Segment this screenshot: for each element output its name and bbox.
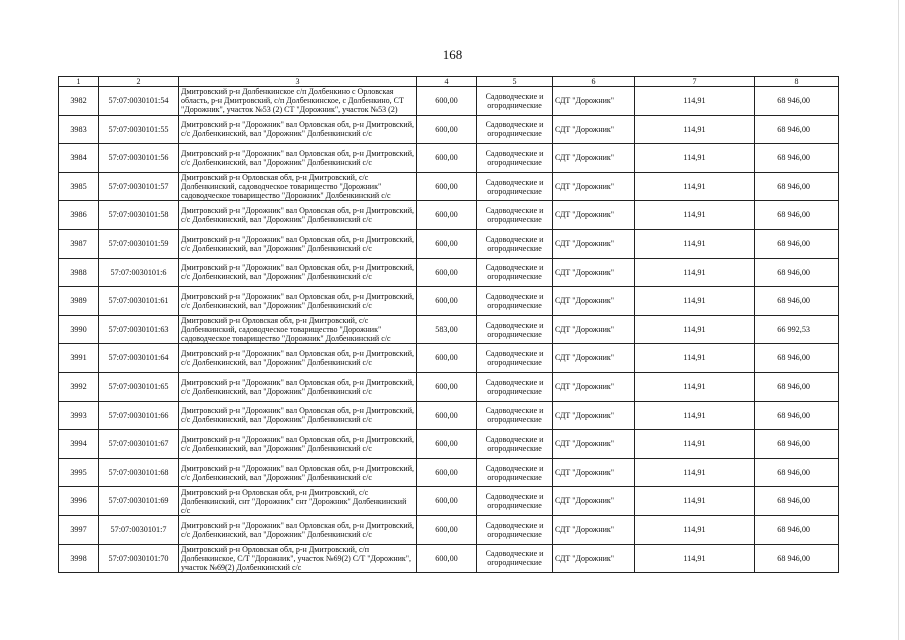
owner-cell: СДТ "Дорожник" bbox=[553, 372, 635, 401]
owner-cell: СДТ "Дорожник" bbox=[553, 87, 635, 116]
land-use-cell: Садоводческие и огороднические bbox=[477, 229, 553, 258]
cadastral-value-cell: 68 946,00 bbox=[755, 87, 839, 116]
area-cell: 600,00 bbox=[417, 144, 477, 173]
table-row bbox=[59, 487, 839, 516]
table-body bbox=[59, 87, 839, 573]
address-cell: Дмитровский р-н Орловская обл, р-н Дмитровский, с/с Долбенкинский, садоводческое товарищество "Дорожник" садоводческое товарищество "Дорожник" Долбенкинский с/с bbox=[179, 172, 417, 201]
cadastral-value-cell: 68 946,00 bbox=[755, 201, 839, 230]
column-number: 2 bbox=[99, 77, 179, 87]
area-cell: 600,00 bbox=[417, 544, 477, 573]
land-use-cell: Садоводческие и огороднические bbox=[477, 344, 553, 373]
address-cell: Дмитровский р-н "Дорожник" вал Орловская обл, р-н Дмитровский, с/с Долбенкинский, вал "Дорожник" Долбенкинский с/с bbox=[179, 401, 417, 430]
column-number: 7 bbox=[635, 77, 755, 87]
area-cell: 600,00 bbox=[417, 372, 477, 401]
row-number-cell: 3987 bbox=[59, 229, 99, 258]
cadastral-value-cell: 68 946,00 bbox=[755, 430, 839, 459]
rate-cell: 114,91 bbox=[635, 344, 755, 373]
owner-cell: СДТ "Дорожник" bbox=[553, 115, 635, 144]
area-cell: 600,00 bbox=[417, 115, 477, 144]
owner-cell: СДТ "Дорожник" bbox=[553, 258, 635, 287]
table-row bbox=[59, 115, 839, 144]
land-use-cell: Садоводческие и огороднические bbox=[477, 315, 553, 344]
row-number-cell: 3993 bbox=[59, 401, 99, 430]
cadastral-value-cell: 68 946,00 bbox=[755, 515, 839, 544]
column-number: 5 bbox=[477, 77, 553, 87]
cadastral-value-cell: 68 946,00 bbox=[755, 115, 839, 144]
owner-cell: СДТ "Дорожник" bbox=[553, 487, 635, 516]
row-number-cell: 3995 bbox=[59, 458, 99, 487]
owner-cell: СДТ "Дорожник" bbox=[553, 172, 635, 201]
cadastral-value-cell: 68 946,00 bbox=[755, 172, 839, 201]
land-use-cell: Садоводческие и огороднические bbox=[477, 201, 553, 230]
area-cell: 583,00 bbox=[417, 315, 477, 344]
row-number-cell: 3986 bbox=[59, 201, 99, 230]
page-number: 168 bbox=[442, 47, 463, 62]
area-cell: 600,00 bbox=[417, 401, 477, 430]
land-use-cell: Садоводческие и огороднические bbox=[477, 87, 553, 116]
cadastral-value-cell: 68 946,00 bbox=[755, 372, 839, 401]
table-row bbox=[59, 229, 839, 258]
row-number-cell: 3998 bbox=[59, 544, 99, 573]
cadastral-value-cell: 68 946,00 bbox=[755, 544, 839, 573]
owner-cell: СДТ "Дорожник" bbox=[553, 201, 635, 230]
address-cell: Дмитровский р-н "Дорожник" вал Орловская обл, р-н Дмитровский, с/с Долбенкинский, вал "Дорожник" Долбенкинский с/с bbox=[179, 229, 417, 258]
row-number-cell: 3992 bbox=[59, 372, 99, 401]
cadastral-number-cell: 57:07:0030101:70 bbox=[99, 544, 179, 573]
table-row bbox=[59, 544, 839, 573]
land-use-cell: Садоводческие и огороднические bbox=[477, 258, 553, 287]
cadastral-number-cell: 57:07:0030101:69 bbox=[99, 487, 179, 516]
cadastral-number-cell: 57:07:0030101:61 bbox=[99, 287, 179, 316]
address-cell: Дмитровский р-н "Дорожник" вал Орловская обл, р-н Дмитровский, с/с Долбенкинский, вал "Дорожник" Долбенкинский с/с bbox=[179, 144, 417, 173]
table-row bbox=[59, 344, 839, 373]
cadastral-value-cell: 68 946,00 bbox=[755, 258, 839, 287]
row-number-cell: 3988 bbox=[59, 258, 99, 287]
area-cell: 600,00 bbox=[417, 430, 477, 459]
rate-cell: 114,91 bbox=[635, 401, 755, 430]
land-use-cell: Садоводческие и огороднические bbox=[477, 115, 553, 144]
land-use-cell: Садоводческие и огороднические bbox=[477, 515, 553, 544]
rate-cell: 114,91 bbox=[635, 115, 755, 144]
address-cell: Дмитровский р-н Орловская обл, р-н Дмитровский, с/с Долбенкинский, садоводческое товарищество "Дорожник" садоводческое товарищество "Дорожник" Долбенкинский с/с bbox=[179, 315, 417, 344]
address-cell: Дмитровский р-н "Дорожник" вал Орловская обл, р-н Дмитровский, с/с Долбенкинский, вал "Дорожник" Долбенкинский с/с bbox=[179, 258, 417, 287]
rate-cell: 114,91 bbox=[635, 515, 755, 544]
table-row bbox=[59, 430, 839, 459]
owner-cell: СДТ "Дорожник" bbox=[553, 430, 635, 459]
cadastral-value-cell: 68 946,00 bbox=[755, 144, 839, 173]
column-number: 8 bbox=[755, 77, 839, 87]
row-number-cell: 3989 bbox=[59, 287, 99, 316]
column-number: 3 bbox=[179, 77, 417, 87]
row-number-cell: 3990 bbox=[59, 315, 99, 344]
cadastral-number-cell: 57:07:0030101:55 bbox=[99, 115, 179, 144]
area-cell: 600,00 bbox=[417, 515, 477, 544]
column-number: 1 bbox=[59, 77, 99, 87]
column-number: 4 bbox=[417, 77, 477, 87]
table-row bbox=[59, 372, 839, 401]
cadastral-value-cell: 66 992,53 bbox=[755, 315, 839, 344]
land-use-cell: Садоводческие и огороднические bbox=[477, 144, 553, 173]
rate-cell: 114,91 bbox=[635, 544, 755, 573]
row-number-cell: 3985 bbox=[59, 172, 99, 201]
scan-edge-line bbox=[898, 0, 899, 640]
row-number-cell: 3983 bbox=[59, 115, 99, 144]
cadastral-number-cell: 57:07:0030101:63 bbox=[99, 315, 179, 344]
cadastral-number-cell: 57:07:0030101:57 bbox=[99, 172, 179, 201]
rate-cell: 114,91 bbox=[635, 487, 755, 516]
area-cell: 600,00 bbox=[417, 344, 477, 373]
rate-cell: 114,91 bbox=[635, 315, 755, 344]
cadastral-number-cell: 57:07:0030101:59 bbox=[99, 229, 179, 258]
land-use-cell: Садоводческие и огороднические bbox=[477, 287, 553, 316]
table-row bbox=[59, 87, 839, 116]
cadastral-number-cell: 57:07:0030101:64 bbox=[99, 344, 179, 373]
owner-cell: СДТ "Дорожник" bbox=[553, 144, 635, 173]
cadastral-number-cell: 57:07:0030101:56 bbox=[99, 144, 179, 173]
row-number-cell: 3991 bbox=[59, 344, 99, 373]
cadastral-number-cell: 57:07:0030101:6 bbox=[99, 258, 179, 287]
cadastral-value-cell: 68 946,00 bbox=[755, 229, 839, 258]
cadastral-number-cell: 57:07:0030101:7 bbox=[99, 515, 179, 544]
land-use-cell: Садоводческие и огороднические bbox=[477, 458, 553, 487]
address-cell: Дмитровский р-н "Дорожник" вал Орловская обл, р-н Дмитровский, с/с Долбенкинский, вал "Дорожник" Долбенкинский с/с bbox=[179, 430, 417, 459]
owner-cell: СДТ "Дорожник" bbox=[553, 229, 635, 258]
area-cell: 600,00 bbox=[417, 201, 477, 230]
cadastral-value-cell: 68 946,00 bbox=[755, 287, 839, 316]
address-cell: Дмитровский р-н "Дорожник" вал Орловская обл, р-н Дмитровский, с/с Долбенкинский, вал "Дорожник" Долбенкинский с/с bbox=[179, 372, 417, 401]
owner-cell: СДТ "Дорожник" bbox=[553, 344, 635, 373]
rate-cell: 114,91 bbox=[635, 172, 755, 201]
address-cell: Дмитровский р-н "Дорожник" вал Орловская обл, р-н Дмитровский, с/с Долбенкинский, вал "Дорожник" Долбенкинский с/с bbox=[179, 115, 417, 144]
land-use-cell: Садоводческие и огороднические bbox=[477, 172, 553, 201]
table-row bbox=[59, 144, 839, 173]
cadastral-value-cell: 68 946,00 bbox=[755, 344, 839, 373]
table-row bbox=[59, 515, 839, 544]
owner-cell: СДТ "Дорожник" bbox=[553, 401, 635, 430]
rate-cell: 114,91 bbox=[635, 229, 755, 258]
land-use-cell: Садоводческие и огороднические bbox=[477, 401, 553, 430]
rate-cell: 114,91 bbox=[635, 430, 755, 459]
cadastral-number-cell: 57:07:0030101:65 bbox=[99, 372, 179, 401]
row-number-cell: 3997 bbox=[59, 515, 99, 544]
rate-cell: 114,91 bbox=[635, 372, 755, 401]
land-plots-table bbox=[58, 76, 839, 573]
rate-cell: 114,91 bbox=[635, 258, 755, 287]
area-cell: 600,00 bbox=[417, 172, 477, 201]
cadastral-number-cell: 57:07:0030101:54 bbox=[99, 87, 179, 116]
rate-cell: 114,91 bbox=[635, 458, 755, 487]
area-cell: 600,00 bbox=[417, 287, 477, 316]
row-number-cell: 3984 bbox=[59, 144, 99, 173]
owner-cell: СДТ "Дорожник" bbox=[553, 515, 635, 544]
rate-cell: 114,91 bbox=[635, 144, 755, 173]
cadastral-value-cell: 68 946,00 bbox=[755, 401, 839, 430]
area-cell: 600,00 bbox=[417, 487, 477, 516]
address-cell: Дмитровский р-н "Дорожник" вал Орловская обл, р-н Дмитровский, с/с Долбенкинский, вал "Дорожник" Долбенкинский с/с bbox=[179, 515, 417, 544]
address-cell: Дмитровский р-н "Дорожник" вал Орловская обл, р-н Дмитровский, с/с Долбенкинский, вал "Дорожник" Долбенкинский с/с bbox=[179, 201, 417, 230]
table-row bbox=[59, 401, 839, 430]
cadastral-number-cell: 57:07:0030101:58 bbox=[99, 201, 179, 230]
owner-cell: СДТ "Дорожник" bbox=[553, 287, 635, 316]
table-row bbox=[59, 458, 839, 487]
row-number-cell: 3996 bbox=[59, 487, 99, 516]
table-row bbox=[59, 201, 839, 230]
address-cell: Дмитровский р-н "Дорожник" вал Орловская обл, р-н Дмитровский, с/с Долбенкинский, вал "Дорожник" Долбенкинский с/с bbox=[179, 344, 417, 373]
table-row bbox=[59, 172, 839, 201]
owner-cell: СДТ "Дорожник" bbox=[553, 544, 635, 573]
address-cell: Дмитровский р-н Орловская обл, р-н Дмитровский, с/п Долбенкинское, С/Т "Дорожник", участок №69(2) С/Т "Дорожник", участок №69(2) Долбенкинский с/с bbox=[179, 544, 417, 573]
address-cell: Дмитровский р-н "Дорожник" вал Орловская обл, р-н Дмитровский, с/с Долбенкинский, вал "Дорожник" Долбенкинский с/с bbox=[179, 287, 417, 316]
row-number-cell: 3994 bbox=[59, 430, 99, 459]
address-cell: Дмитровский р-н Орловская обл, р-н Дмитровский, с/с Долбенкинский, снт "Дорожник" снт "Дорожник" Долбенкинский с/с bbox=[179, 487, 417, 516]
table-row bbox=[59, 287, 839, 316]
table-row bbox=[59, 258, 839, 287]
rate-cell: 114,91 bbox=[635, 287, 755, 316]
row-number-cell: 3982 bbox=[59, 87, 99, 116]
owner-cell: СДТ "Дорожник" bbox=[553, 315, 635, 344]
rate-cell: 114,91 bbox=[635, 201, 755, 230]
area-cell: 600,00 bbox=[417, 258, 477, 287]
land-use-cell: Садоводческие и огороднические bbox=[477, 430, 553, 459]
table-row bbox=[59, 315, 839, 344]
cadastral-value-cell: 68 946,00 bbox=[755, 458, 839, 487]
area-cell: 600,00 bbox=[417, 87, 477, 116]
cadastral-number-cell: 57:07:0030101:66 bbox=[99, 401, 179, 430]
area-cell: 600,00 bbox=[417, 229, 477, 258]
rate-cell: 114,91 bbox=[635, 87, 755, 116]
column-number-row bbox=[59, 77, 839, 87]
owner-cell: СДТ "Дорожник" bbox=[553, 458, 635, 487]
cadastral-number-cell: 57:07:0030101:67 bbox=[99, 430, 179, 459]
land-use-cell: Садоводческие и огороднические bbox=[477, 544, 553, 573]
land-use-cell: Садоводческие и огороднические bbox=[477, 487, 553, 516]
address-cell: Дмитровский р-н "Дорожник" вал Орловская обл, р-н Дмитровский, с/с Долбенкинский, вал "Дорожник" Долбенкинский с/с bbox=[179, 458, 417, 487]
land-use-cell: Садоводческие и огороднические bbox=[477, 372, 553, 401]
cadastral-value-cell: 68 946,00 bbox=[755, 487, 839, 516]
area-cell: 600,00 bbox=[417, 458, 477, 487]
cadastral-number-cell: 57:07:0030101:68 bbox=[99, 458, 179, 487]
address-cell: Дмитровский р-н Долбенкинское с/п Долбенкино с Орловская область, р-н Дмитровский, с/п Долбенкинское, с Долбенкино, СТ "Дорожник", участок №53 (2) СТ "Дорожник", участок №53 (2) bbox=[179, 87, 417, 116]
column-number: 6 bbox=[553, 77, 635, 87]
